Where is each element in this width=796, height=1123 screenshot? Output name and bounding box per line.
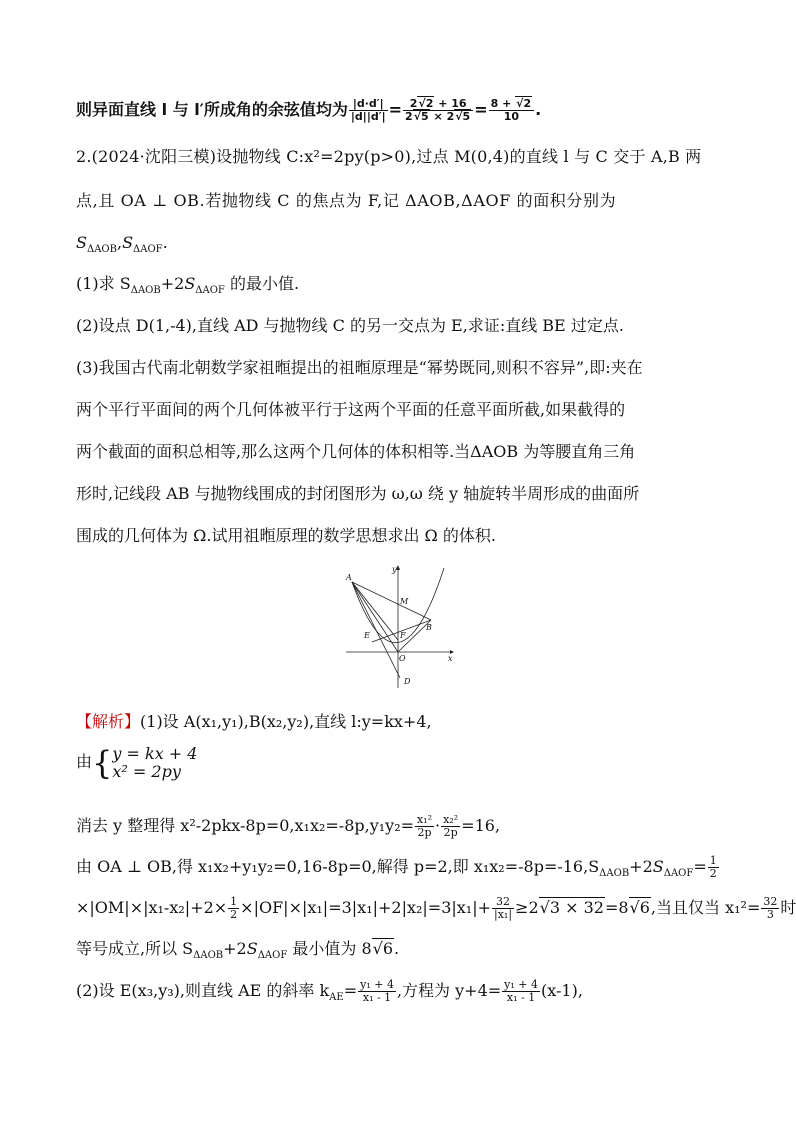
cos-fraction-3: $\frac{8 + √2}{10}$ bbox=[489, 98, 535, 123]
question-1: (1)求 $S_{\Delta AOB}+2S_{\Delta AOF}$ 的最小值. bbox=[76, 274, 300, 297]
label-A: A bbox=[346, 573, 352, 582]
heading-prefix: 则异面直线 l 与 l′所成角的余弦值均为 bbox=[76, 100, 348, 119]
label-F: F bbox=[400, 631, 406, 640]
solution-line-7: (2)设 E(x₃,y₃),则直线 AE 的斜率 $k_{AE}=$ $\frac{\text{y₁ + 4}}{\text{x₁ - 1}}$ ,方程为 y+4= $\frac{\text{y₁ + 4}}{\text{x₁ - 1}}$ (x-1), bbox=[76, 978, 583, 1004]
answer-heading: 则异面直线 l 与 l′所成角的余弦值均为 $\frac{|d\cdot d'|}{|d||d'|}$ = $\frac{2√2 + 16}{2√5 \times 2√5}$ = $\frac{8 + √2}{10}$ . bbox=[76, 97, 542, 123]
label-O: O bbox=[399, 654, 406, 663]
label-M: M bbox=[400, 597, 409, 606]
solution-line-4: 由 OA ⊥ OB,得 x₁x₂+y₁y₂=0,16-8p=0,解得 p=2,即 $x_1x_2=-8p=-16,S_{\Delta AOB}+2S_{\Delta AOF}=$ $\frac{1}{2}$ bbox=[76, 854, 717, 880]
question-3-line-4: 形时,记线段 AB 与抛物线围成的封闭图形为 ω,ω 绕 y 轴旋转半周形成的曲面所 bbox=[76, 484, 640, 503]
solution-line-3: 消去 y 整理得 x²-2pkx-8p=0,x₁x₂=-8p,y₁y₂= $\frac{\text{x₁²}}{2p}$ · $\frac{\text{x₂²}}{2p}$ =16, bbox=[76, 813, 501, 839]
problem-line-2: 点,且 OA ⊥ OB.若抛物线 C 的焦点为 F,记 ΔAOB,ΔAOF 的面积分别为 bbox=[76, 191, 617, 210]
analysis-tag: 【解析】 bbox=[76, 712, 141, 731]
parabola-figure bbox=[338, 560, 458, 688]
label-E: E bbox=[364, 631, 370, 640]
question-3-line-1: (3)我国古代南北朝数学家祖暅提出的祖暅原理是“幂势既同,则积不容异”,即:夹在 bbox=[76, 358, 643, 377]
question-3-line-2: 两个平行平面间的两个几何体被平行于这两个平面的任意平面所截,如果截得的 bbox=[76, 400, 626, 419]
problem-line-3: $S_{\Delta AOB},S_{\Delta AOF}$. bbox=[76, 233, 168, 256]
question-3-line-5: 围成的几何体为 Ω.试用祖暅原理的数学思想求出 Ω 的体积. bbox=[76, 526, 496, 545]
cos-fraction-1: $\frac{|d\cdot d'|}{|d||d'|}$ bbox=[350, 97, 386, 123]
solution-line-1: 【解析】(1)设 A(x₁,y₁),B(x₂,y₂),直线 l:y=kx+4, bbox=[76, 712, 432, 731]
label-B: B bbox=[426, 623, 432, 632]
cos-fraction-2: $\frac{2√2 + 16}{2√5 \times 2√5}$ bbox=[403, 98, 473, 123]
solution-line-6: 等号成立,所以 $S_{\Delta AOB}+2S_{\Delta AOF}$ 最小值为 8√6. bbox=[76, 939, 400, 962]
question-2: (2)设点 D(1,-4),直线 AD 与抛物线 C 的另一交点为 E,求证:直线 BE 过定点. bbox=[76, 316, 624, 335]
question-3-line-3: 两个截面的面积总相等,那么这两个几何体的体积相等.当ΔAOB 为等腰直角三角 bbox=[76, 442, 636, 461]
label-D: D bbox=[404, 677, 411, 686]
label-x: x bbox=[448, 654, 453, 663]
label-y: y bbox=[392, 565, 397, 574]
solution-line-5: ×|OM|×|x₁-x₂|+2× $\frac{1}{2}$ ×|OF|×|x₁|=3|x₁|+2|x₂|=3|x₁|+ $\frac{32}{\text{|x₁|}}$ ≥2√3 × 32=8√6,当且仅当 x₁²= $\frac{32}{3}$ 时 bbox=[76, 895, 796, 921]
solution-system: 由{ y = kx + 4 x² = 2py bbox=[76, 743, 198, 782]
problem-line-1: 2.(2024·沈阳三模)设抛物线 C:x²=2py(p>0),过点 M(0,4)的直线 l 与 C 交于 A,B 两 bbox=[76, 147, 702, 166]
